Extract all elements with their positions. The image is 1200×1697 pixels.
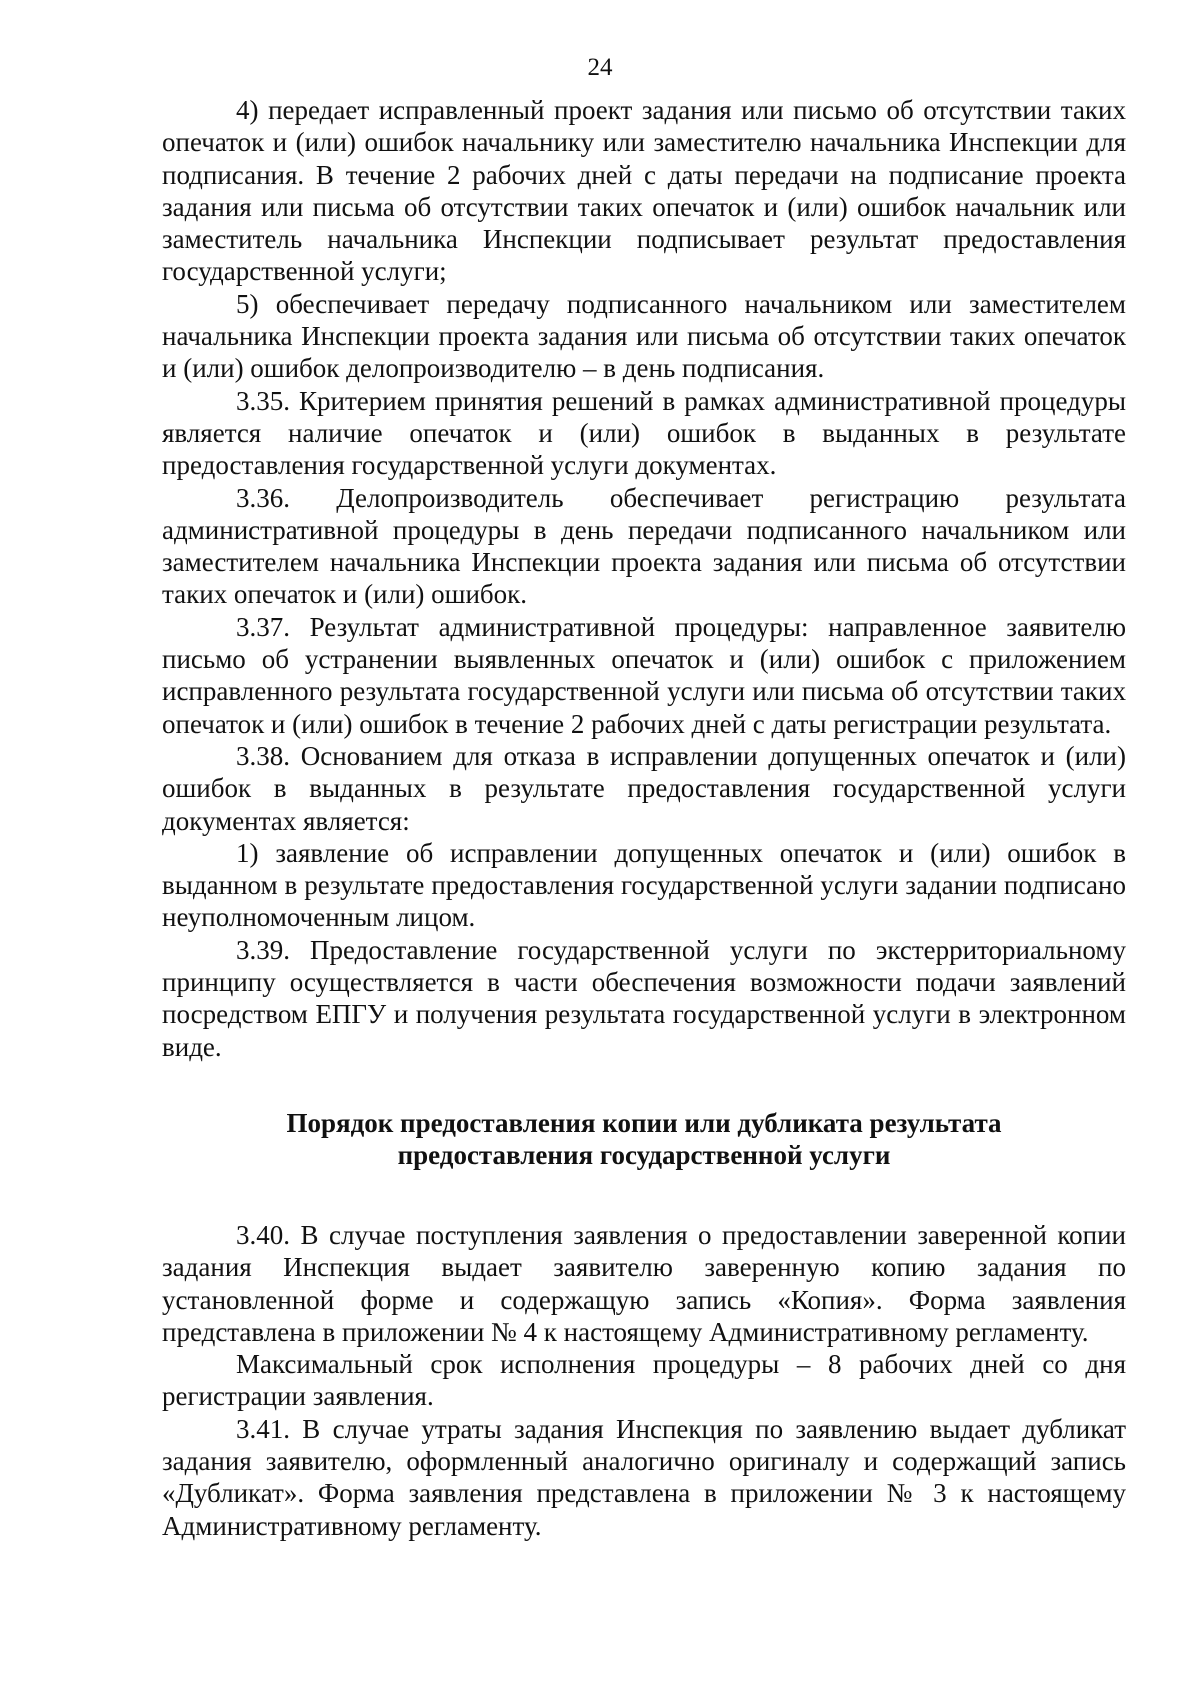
paragraph-3-40: 3.40. В случае поступления заявления о предоставлении заверенной копии задания Инспекция выдает заявителю заверенную копию задания по установленной форме и содержащую запись «Копия». Форма заявления представлена в приложении № 4 к настоящему Административному регламенту.: [162, 1219, 1126, 1347]
paragraph-3-39: 3.39. Предоставление государственной услуги по экстерриториальному принципу осуществляется в части обеспечения возможности подачи заявлений посредством ЕПГУ и получения результата государственной услуги в электронном виде.: [162, 934, 1126, 1062]
paragraph-item-5: 5) обеспечивает передачу подписанного начальником или заместителем начальника Инспекции проекта задания или письма об отсутствии таких опечаток и (или) ошибок делопроизводителю – в день подписания.: [162, 288, 1126, 384]
page-number: 24: [587, 54, 613, 81]
paragraph-3-37: 3.37. Результат административной процедуры: направленное заявителю письмо об устранении выявленных опечаток и (или) ошибок с приложением исправленного результата государственной услуги или письма об отсутствии таких опечаток и (или) ошибок в течение 2 рабочих дней с даты регистрации результата.: [162, 611, 1126, 739]
paragraph-3-38: 3.38. Основанием для отказа в исправлении допущенных опечаток и (или) ошибок в выданных в результате предоставления государственной услуги документах является:: [162, 740, 1126, 836]
section-heading-line-1: Порядок предоставления копии или дубликата результата: [286, 1107, 1002, 1138]
document-body: [162, 94, 1126, 1542]
paragraph-3-35: 3.35. Критерием принятия решений в рамках административной процедуры является наличие опечаток и (или) ошибок в выданных в результате предоставления государственной услуги документах.: [162, 385, 1126, 481]
paragraph-3-36: 3.36. Делопроизводитель обеспечивает регистрацию результата административной процедуры в день передачи подписанного начальником или заместителем начальника Инспекции проекта задания или письма об отсутствии таких опечаток и (или) ошибок.: [162, 482, 1126, 610]
section-heading-line-2: предоставления государственной услуги: [397, 1139, 891, 1170]
paragraph-max-term: Максимальный срок исполнения процедуры – 8 рабочих дней со дня регистрации заявления.: [162, 1349, 1126, 1412]
section-heading: [162, 1107, 1126, 1171]
paragraph-item-4: 4) передает исправленный проект задания или письмо об отсутствии таких опечаток и (или) ошибок начальнику или заместителю начальника Инспекции для подписания. В течение 2 рабочих дней с даты передачи на подписание проекта задания или письма об отсутствии таких опечаток и (или) ошибок начальник или заместитель начальника Инспекции подписывает результат предоставления государственной услуги;: [162, 95, 1126, 287]
paragraph-3-38-item-1: 1) заявление об исправлении допущенных опечаток и (или) ошибок в выданном в результате предоставления государственной услуги задании подписано неуполномоченным лицом.: [162, 837, 1126, 933]
paragraph-3-41: 3.41. В случае утраты задания Инспекция по заявлению выдает дубликат задания заявителю, оформленный аналогично оригиналу и содержащий запись «Дубликат». Форма заявления представлена в приложении № 3 к настоящему Административному регламенту.: [162, 1413, 1126, 1541]
